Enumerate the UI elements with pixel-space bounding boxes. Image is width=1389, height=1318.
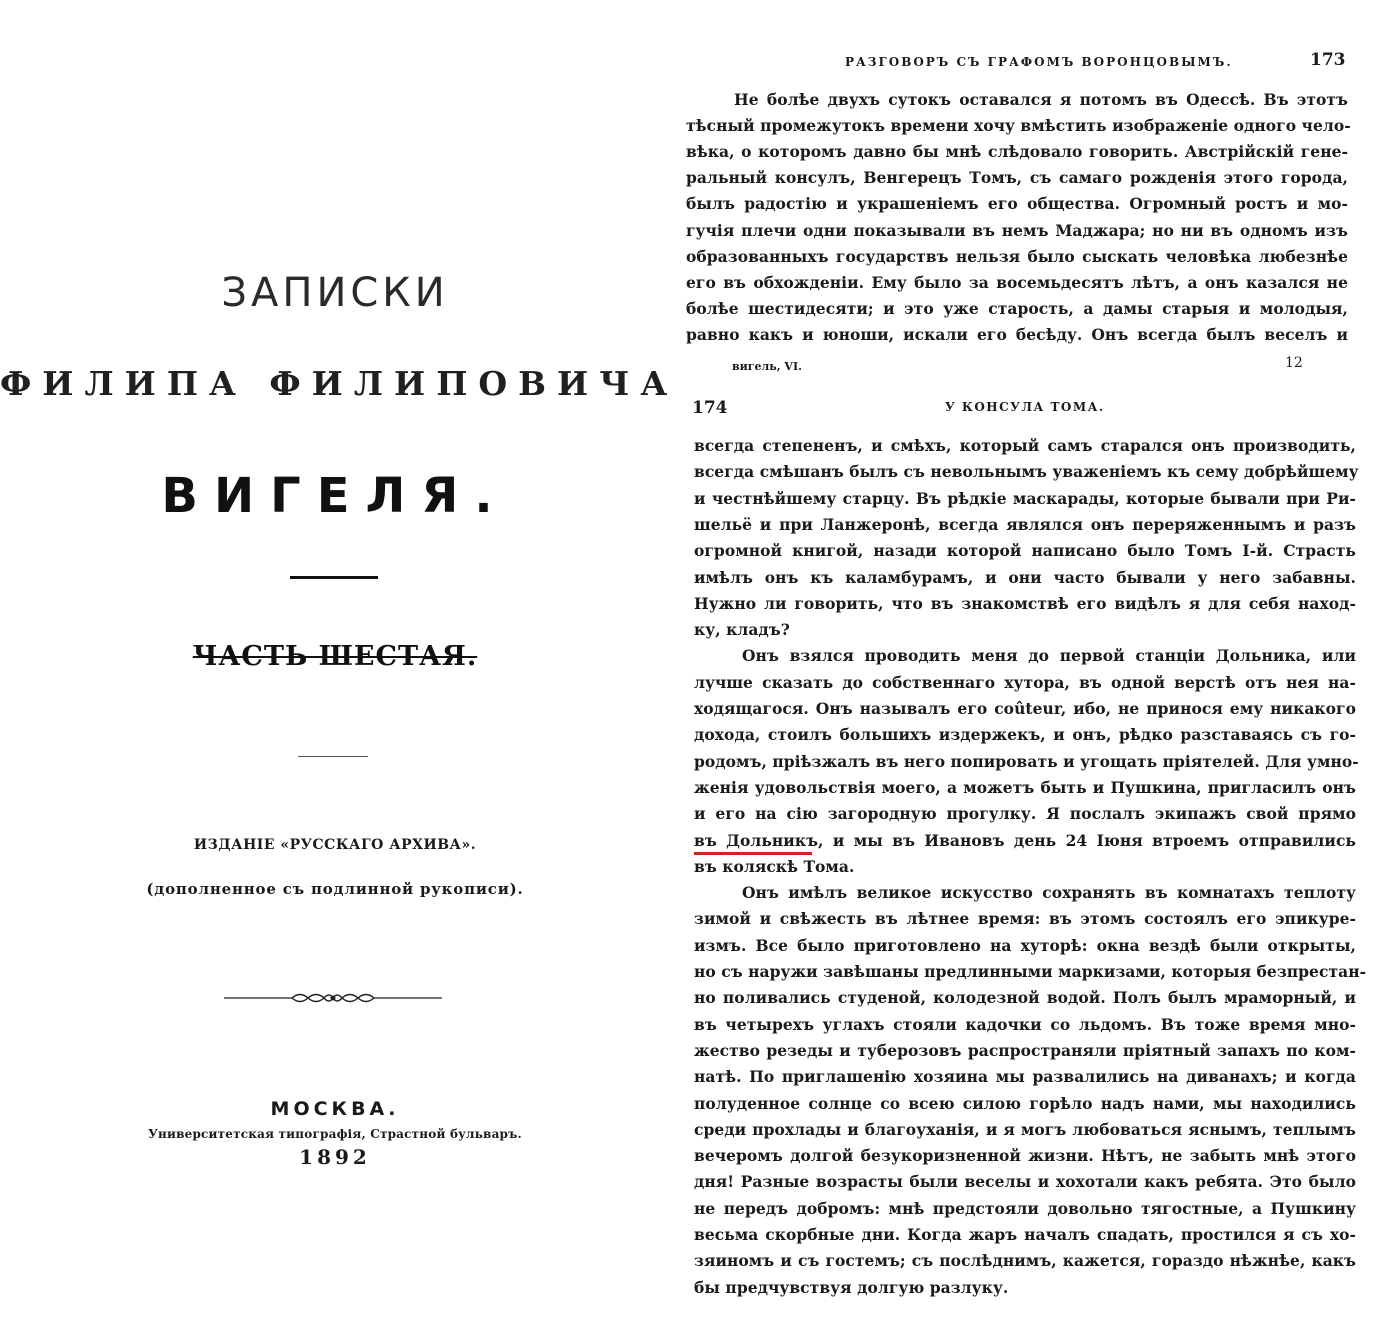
text-line: въ коляскѣ Тома. xyxy=(694,856,855,876)
text-line: лучше сказать до собственнаго хутора, въ одной верстѣ отъ нея на- xyxy=(694,672,1356,692)
text-line: въ четырехъ углахъ стояли кадочки со льдомъ. Въ тоже время мно- xyxy=(694,1014,1356,1034)
text-line: полуденное солнце со всею силою горѣло надъ нами, мы находились xyxy=(694,1093,1356,1113)
title-line-3: ВИГЕЛЯ. xyxy=(161,468,509,524)
text-line: зимой и свѣжесть въ лѣтнее время: въ этомъ состоялъ его эпикуре- xyxy=(694,909,1356,929)
text-line: дохода, стоилъ большихъ издержекъ, и онъ, рѣдко разставаясь съ го- xyxy=(694,725,1356,745)
text-line: но съ наружи завѣшаны предлинными маркизами, которыя безпрестан- xyxy=(694,962,1367,981)
title-page xyxy=(0,0,679,1318)
page-number-174: 174 xyxy=(692,398,728,418)
text-line: Онъ взялся проводить меня до первой станціи Дольника, или xyxy=(742,646,1356,666)
text-line: гучія плечи одни показывали въ немъ Маджара; но ни въ одномъ изъ xyxy=(686,220,1348,240)
text-line: дня! Разные возрасты были веселы и хохотали какъ ребята. Это было xyxy=(694,1172,1356,1192)
text-line: равно какъ и юноши, искали его бесѣду. Онъ всегда былъ веселъ и xyxy=(686,324,1348,344)
text-line: былъ радостію и украшеніемъ его общества. Огромный ростъ и мо- xyxy=(686,194,1348,214)
text-line: Нужно ли говорить, что въ знакомствѣ его видѣлъ я для себя наход- xyxy=(694,593,1356,613)
page-number-173: 173 xyxy=(1310,50,1346,70)
text-line: жество резеды и туберозовъ распространяли пріятный запахъ по ком- xyxy=(694,1040,1356,1060)
text-line: болѣе шестидесяти; и это уже старость, а дамы старыя и молодыя, xyxy=(686,298,1348,318)
text-line: измъ. Все было приготовлено на хуторѣ: окна вездѣ были открыты, xyxy=(694,935,1356,955)
text-line: весьма скорбные дни. Когда жаръ началъ спадать, простился я съ хо- xyxy=(694,1225,1356,1244)
text-line: его въ обхожденіи. Ему было за восемьдесятъ лѣтъ, а онъ казался не xyxy=(686,272,1348,292)
text-line: всегда смѣшанъ былъ съ невольнымъ уваженіемъ къ сему добрѣйшему xyxy=(694,462,1359,482)
text-line: огромной книгой, назади которой написано было Томъ I-й. Страсть xyxy=(694,541,1356,561)
text-line: среди прохлады и благоуханія, и я могъ любоваться яснымъ, теплымъ xyxy=(694,1119,1356,1139)
printer: Университетская типографія, Страстной бульваръ. xyxy=(148,1127,522,1141)
running-head-174: У КОНСУЛА ТОМА. xyxy=(945,400,1105,414)
text-line: ку, кладъ? xyxy=(694,620,790,640)
text-line: Не болѣе двухъ сутокъ оставался я потомъ въ Одессѣ. Въ этотъ xyxy=(734,90,1348,109)
text-line: вѣка, о которомъ давно бы мнѣ слѣдовало говорить. Австрійскій гене- xyxy=(686,142,1348,162)
text-line: образованныхъ государствъ нельзя было сыскать человѣка любезнѣе xyxy=(686,246,1348,266)
edition-note: (дополненное съ подлинной рукописи). xyxy=(146,880,524,898)
signature-number: 12 xyxy=(1285,355,1303,371)
text-line: не передъ добромъ: мнѣ предстояли довольно тягостные, а Пушкину xyxy=(694,1198,1356,1218)
running-head-173: РАЗГОВОРЪ СЪ ГРАФОМЪ ВОРОНЦОВЫМЪ. xyxy=(845,55,1233,69)
title-line-2: ФИЛИПА ФИЛИПОВИЧА xyxy=(0,364,679,403)
text-line: вечеромъ долгой безукоризненной жизни. Нѣтъ, не забыть мнѣ этого xyxy=(694,1146,1356,1166)
title-line-1: ЗАПИСКИ xyxy=(221,270,449,316)
text-pages xyxy=(680,0,1389,1318)
part-title: ЧАСТЬ ШЕСТАЯ. xyxy=(192,641,478,672)
short-rule xyxy=(298,756,368,757)
year: 1892 xyxy=(299,1145,371,1169)
text-line: тѣсный промежутокъ времени хочу вмѣстить изображеніе одного чело- xyxy=(686,116,1351,136)
city: МОСКВА. xyxy=(270,1098,400,1120)
text-line: женія удовольствія моего, а можетъ быть и Пушкина, пригласилъ онъ xyxy=(694,777,1356,797)
title-rule xyxy=(290,576,378,579)
text-line: имѣлъ онъ къ каламбурамъ, и они часто бывали у него забавны. xyxy=(694,567,1356,587)
text-line: родомъ, пріѣзжалъ въ него попировать и угощать пріятелей. Для умно- xyxy=(694,751,1359,771)
text-line: ходящагося. Онъ называлъ его coûteur, ибо, не принося ему никакого xyxy=(694,699,1356,718)
text-line: и честнѣйшему старцу. Въ рѣдкіе маскарады, которые бывали при Ри- xyxy=(694,488,1356,508)
text-line: и его на сію загородную прогулку. Я послалъ экипажъ свой прямо xyxy=(694,804,1356,824)
edition-line: ИЗДАНІЕ «РУССКАГО АРХИВА». xyxy=(193,837,477,853)
text-line: ральный консулъ, Венгерецъ Томъ, съ самаго рожденія этого города, xyxy=(686,168,1348,188)
signature-mark: вигель, VI. xyxy=(732,360,802,373)
text-line: зяиномъ и съ гостемъ; съ послѣднимъ, кажется, гораздо нѣжнѣе, какъ xyxy=(694,1251,1356,1271)
text-line: шельё и при Ланжеронѣ, всегда являлся онъ переряженнымъ и разъ xyxy=(694,514,1356,534)
text-line: бы предчувствуя долгую разлуку. xyxy=(694,1277,1009,1297)
text-line: натѣ. По приглашенію хозяина мы развалились на диванахъ; и когда xyxy=(694,1067,1356,1087)
text-line: Онъ имѣлъ великое искусство сохранять въ комнатахъ теплоту xyxy=(742,883,1356,903)
text-line: всегда степененъ, и смѣхъ, который самъ старался онъ производить, xyxy=(694,436,1356,455)
text-line: но поливались студеной, колодезной водой. Полъ былъ мраморный, и xyxy=(694,988,1356,1008)
text-line: въ Дольникъ, и мы въ Ивановъ день 24 Іюня втроемъ отправились xyxy=(694,830,1356,850)
red-underline-highlight xyxy=(694,852,812,855)
ornament-divider xyxy=(222,988,444,1008)
